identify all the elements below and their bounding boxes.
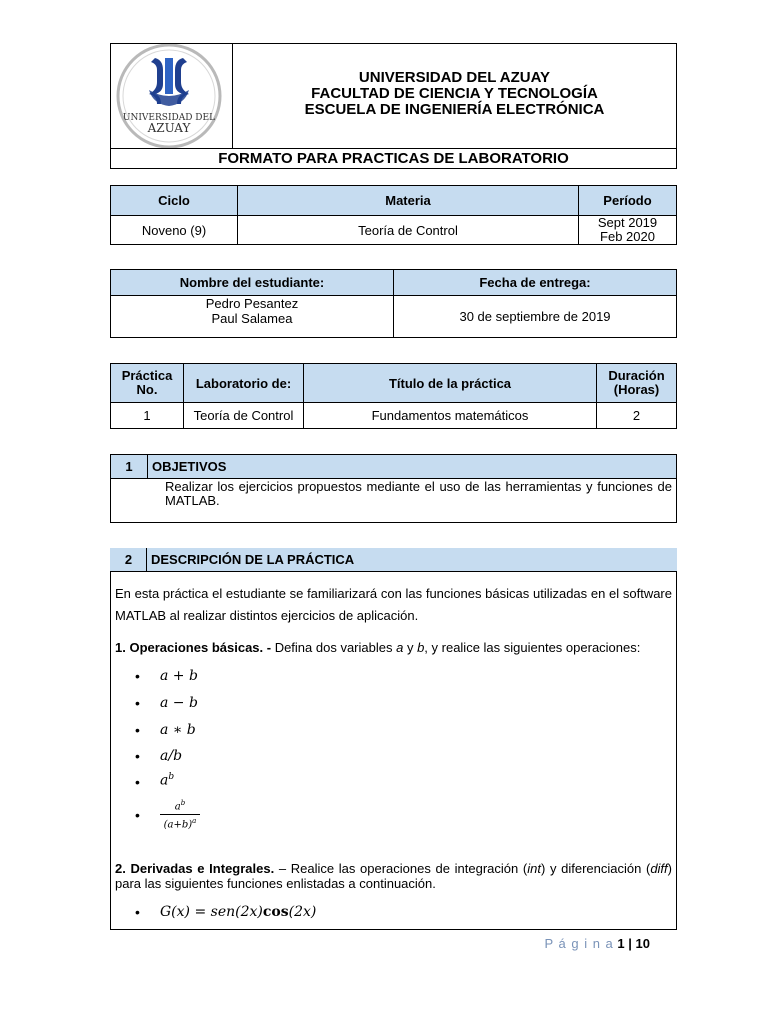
- practice-number: 1: [111, 403, 184, 429]
- bullet-icon: •: [135, 722, 140, 738]
- function-g: [160, 904, 316, 920]
- function-part: cos: [262, 904, 289, 920]
- practice-lab: Teoría de Control: [184, 403, 304, 429]
- materia-value: Teoría de Control: [238, 216, 579, 245]
- university-logo: [115, 44, 223, 148]
- section-1-text: y: [403, 640, 418, 655]
- periodo-line: Sept 2019: [597, 215, 658, 230]
- section-1-paragraph: [115, 640, 672, 655]
- section-2-text: – Realice las operaciones de integración (: [274, 861, 528, 876]
- header-delivery-date: Fecha de entrega:: [394, 270, 677, 296]
- section-1-text: Defina dos variables: [271, 640, 397, 655]
- power-base: a: [160, 772, 169, 789]
- objectives-heading: OBJETIVOS: [148, 455, 677, 479]
- objectives-text: Realizar los ejercicios propuestos mediante el uso de las herramientas y funciones de MATLAB.: [165, 479, 672, 508]
- description-heading: DESCRIPCIÓN DE LA PRÁCTICA: [151, 552, 355, 567]
- header-periodo: Período: [579, 186, 677, 216]
- diff-keyword: diff: [650, 861, 668, 876]
- header-title-block: [232, 70, 677, 118]
- faculty-name: FACULTAD DE CIENCIA Y TECNOLOGÍA: [311, 85, 598, 102]
- periodo-value: [579, 216, 677, 245]
- operation-difference: a − b: [160, 695, 198, 711]
- periodo-line: Feb 2020: [600, 229, 655, 244]
- page-word: P á g i n a: [544, 936, 614, 951]
- numerator-base: a: [174, 801, 181, 813]
- delivery-date: 30 de septiembre de 2019: [394, 296, 677, 338]
- numerator-exponent: b: [180, 799, 186, 807]
- student-name: Paul Salamea: [211, 311, 293, 326]
- section-2-text: ) y diferenciación (: [540, 861, 651, 876]
- power-exponent: b: [168, 772, 175, 782]
- student-table: [110, 269, 677, 338]
- header-materia: Materia: [238, 186, 579, 216]
- logo-text-bottom: AZUAY: [147, 121, 191, 135]
- fraction-numerator: [160, 796, 200, 815]
- course-table: [110, 185, 677, 245]
- practice-table: [110, 363, 677, 429]
- bullet-icon: •: [135, 695, 140, 711]
- denominator-base: (a+b): [163, 819, 193, 831]
- ciclo-value: Noveno (9): [111, 216, 238, 245]
- objectives-body: [111, 479, 677, 523]
- header-text: No.: [136, 382, 158, 397]
- operation-power: [160, 772, 174, 789]
- bullet-icon: •: [135, 748, 140, 764]
- header-divider: [110, 148, 677, 149]
- denominator-exponent: a: [192, 817, 197, 826]
- header-text: (Horas): [613, 382, 660, 397]
- bullet-icon: •: [135, 904, 140, 920]
- page-number: [500, 936, 650, 951]
- function-part: G(x) = sen(2x): [160, 904, 263, 920]
- header-student-name: Nombre del estudiante:: [111, 270, 394, 296]
- section-1-text: , y realice las siguientes operaciones:: [424, 640, 641, 655]
- operation-division: a/b: [160, 748, 183, 764]
- section-2-title: 2. Derivadas e Integrales.: [115, 861, 275, 876]
- header-text: Duración: [608, 368, 665, 383]
- objectives-number: 1: [111, 455, 148, 479]
- practice-duration: 2: [597, 403, 677, 429]
- bullet-icon: •: [135, 774, 140, 790]
- university-name: UNIVERSIDAD DEL AZUAY: [358, 69, 551, 86]
- function-part: (2x): [288, 904, 317, 920]
- description-intro: En esta práctica el estudiante se familiarizará con las funciones básicas utilizadas en el software MATLAB al realizar distintos ejercicios de aplicación.: [115, 586, 672, 623]
- header-text: Práctica: [121, 368, 173, 383]
- logo-text-top: UNIVERSIDAD DEL: [122, 113, 216, 123]
- variable-b: b: [417, 640, 425, 655]
- section-2-text: ) para las siguientes funciones enlistadas a continuación.: [115, 861, 672, 891]
- page-current: 1: [617, 936, 625, 951]
- student-names: [111, 296, 394, 338]
- header-ciclo: Ciclo: [111, 186, 238, 216]
- format-title: FORMATO PARA PRACTICAS DE LABORATORIO: [218, 150, 569, 167]
- header-practice-title: Título de la práctica: [304, 364, 597, 403]
- operation-fraction: [160, 796, 200, 832]
- bullet-icon: •: [135, 668, 140, 684]
- description-number: 2: [124, 552, 133, 567]
- practice-title: Fundamentos matemáticos: [304, 403, 597, 429]
- objectives-table: [110, 454, 677, 523]
- fraction-denominator: [160, 815, 200, 831]
- header-lab: Laboratorio de:: [184, 364, 304, 403]
- page-total: 10: [635, 936, 650, 951]
- operation-product: a ∗ b: [160, 722, 196, 738]
- section-1-title: 1. Operaciones básicas. -: [115, 640, 272, 655]
- school-name: ESCUELA DE INGENIERÍA ELECTRÓNICA: [304, 101, 605, 118]
- header-practice-no: [111, 364, 184, 403]
- operation-sum: a + b: [160, 668, 198, 684]
- header-duration: [597, 364, 677, 403]
- bullet-icon: •: [135, 807, 140, 823]
- variable-a: a: [396, 640, 404, 655]
- section-2-paragraph: [115, 861, 672, 891]
- int-keyword: int: [527, 861, 541, 876]
- page-separator: |: [628, 936, 632, 951]
- student-name: Pedro Pesantez: [205, 296, 299, 311]
